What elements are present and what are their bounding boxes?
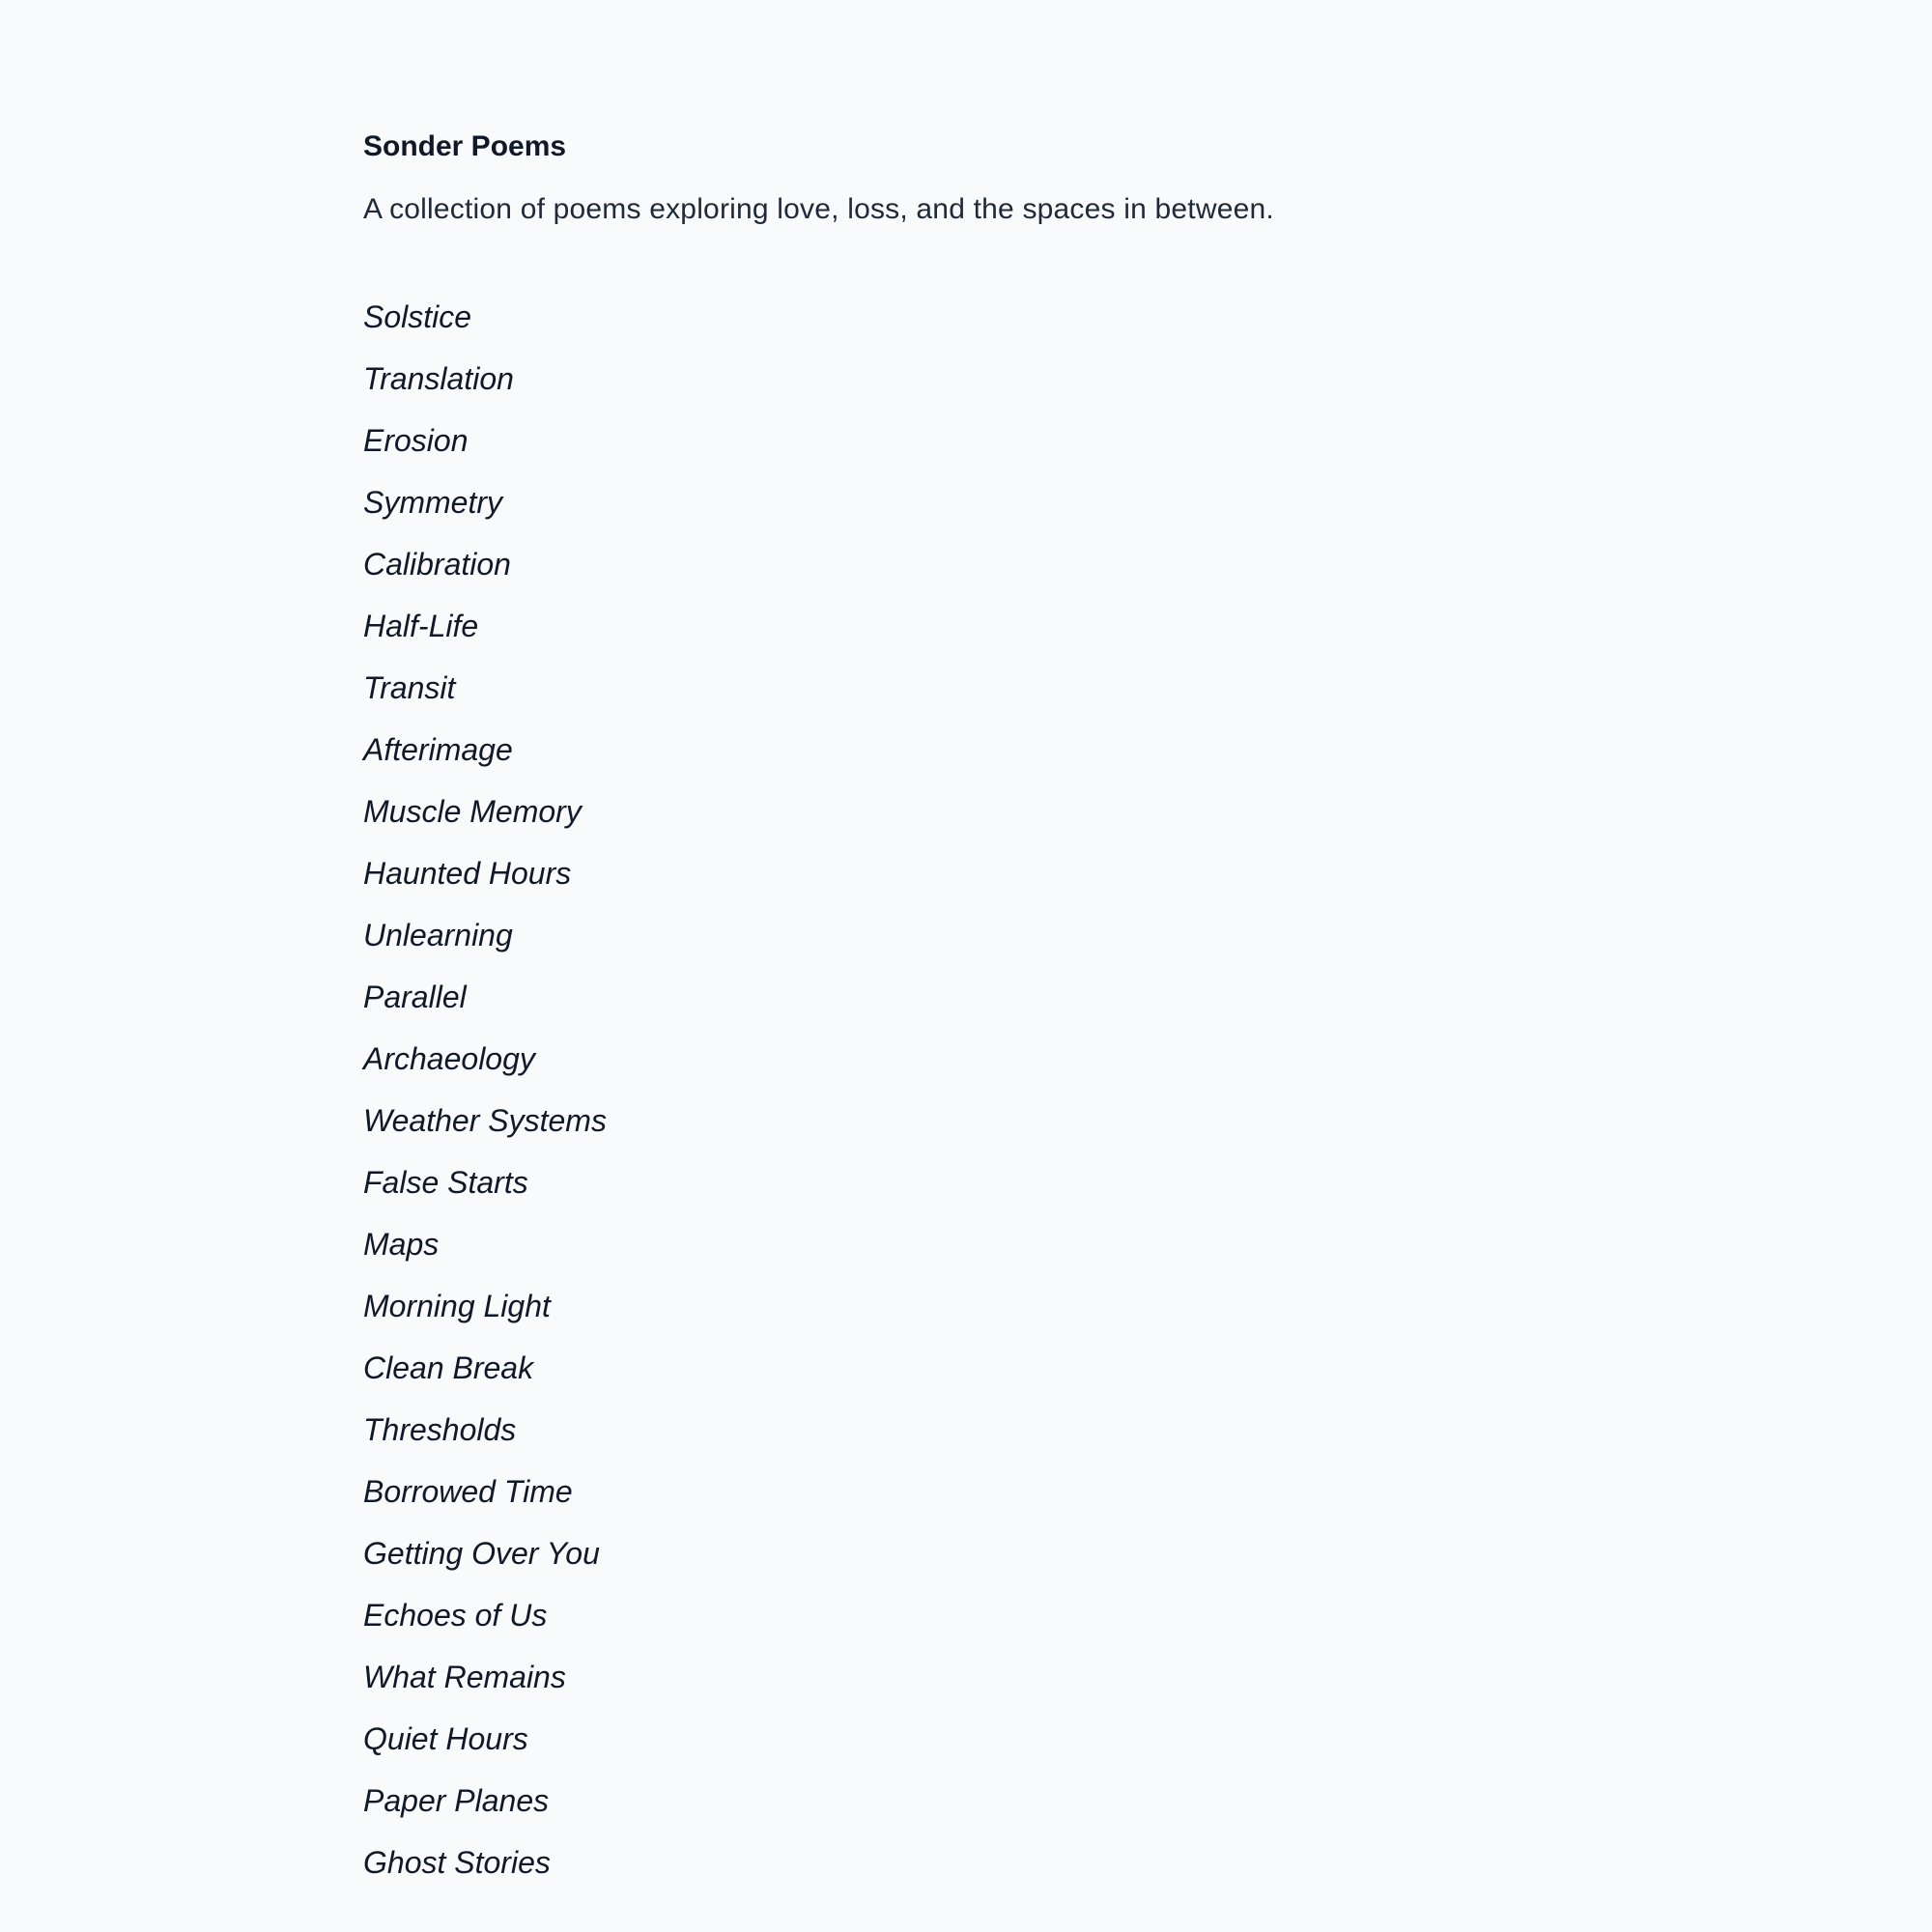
poem-link-label[interactable]: Thresholds	[363, 1412, 517, 1447]
poem-link-label[interactable]: Erosion	[363, 423, 469, 458]
page-title: Sonder Poems	[363, 130, 567, 162]
poem-link-ghost-stories[interactable]	[363, 1841, 607, 1903]
poem-link-label[interactable]: Muscle Memory	[363, 794, 582, 829]
poem-link-label[interactable]: Morning Light	[363, 1289, 551, 1323]
poem-link-label[interactable]: Parallel	[363, 980, 467, 1014]
poem-link-borrowed-time[interactable]	[363, 1470, 607, 1532]
poem-link-unlearning[interactable]	[363, 914, 607, 976]
poem-list	[363, 296, 607, 1903]
poem-link-label[interactable]: Weather Systems	[363, 1103, 607, 1138]
poem-link-label[interactable]: Symmetry	[363, 485, 502, 520]
poem-link-label[interactable]: Translation	[363, 361, 514, 396]
poem-link-label[interactable]: Unlearning	[363, 918, 513, 952]
poem-link-symmetry[interactable]	[363, 481, 607, 543]
poem-link-erosion[interactable]	[363, 419, 607, 481]
poem-link-label[interactable]: Echoes of Us	[363, 1598, 548, 1633]
page-subtitle: A collection of poems exploring love, loss, and the spaces in between.	[363, 193, 1274, 225]
poem-link-calibration[interactable]	[363, 543, 607, 605]
poem-link-echoes-of-us[interactable]	[363, 1594, 607, 1656]
poem-link-label[interactable]: Solstice	[363, 299, 472, 334]
poem-link-label[interactable]: Maps	[363, 1227, 440, 1262]
poem-link-label[interactable]: Ghost Stories	[363, 1845, 551, 1880]
poem-link-afterimage[interactable]	[363, 728, 607, 790]
poem-link-label[interactable]: Quiet Hours	[363, 1721, 528, 1756]
poem-link-label[interactable]: What Remains	[363, 1660, 566, 1694]
poem-link-label[interactable]: Archaeology	[363, 1041, 535, 1076]
poem-link-maps[interactable]	[363, 1223, 607, 1285]
poem-link-muscle-memory[interactable]	[363, 790, 607, 852]
poem-link-label[interactable]: Getting Over You	[363, 1536, 600, 1571]
poem-link-label[interactable]: Afterimage	[363, 732, 513, 767]
poem-link-clean-break[interactable]	[363, 1347, 607, 1408]
poem-link-half-life[interactable]	[363, 605, 607, 667]
poem-link-parallel[interactable]	[363, 976, 607, 1037]
poem-link-morning-light[interactable]	[363, 1285, 607, 1347]
poem-link-label[interactable]: Calibration	[363, 547, 511, 582]
poem-link-label[interactable]: Half-Life	[363, 609, 479, 643]
poem-link-false-starts[interactable]	[363, 1161, 607, 1223]
poem-link-quiet-hours[interactable]	[363, 1718, 607, 1779]
poem-link-haunted-hours[interactable]	[363, 852, 607, 914]
poem-link-weather-systems[interactable]	[363, 1099, 607, 1161]
poem-link-label[interactable]: Borrowed Time	[363, 1474, 573, 1509]
poem-link-thresholds[interactable]	[363, 1408, 607, 1470]
poem-link-label[interactable]: Clean Break	[363, 1350, 534, 1385]
poem-link-archaeology[interactable]	[363, 1037, 607, 1099]
poem-link-label[interactable]: Haunted Hours	[363, 856, 572, 891]
poem-link-label[interactable]: Paper Planes	[363, 1783, 550, 1818]
poem-link-paper-planes[interactable]	[363, 1779, 607, 1841]
poem-link-solstice[interactable]	[363, 296, 607, 357]
poem-link-label[interactable]: Transit	[363, 670, 456, 705]
poem-link-transit[interactable]	[363, 667, 607, 728]
poem-link-what-remains[interactable]	[363, 1656, 607, 1718]
poem-link-label[interactable]: False Starts	[363, 1165, 528, 1200]
poem-link-translation[interactable]	[363, 357, 607, 419]
poem-link-getting-over-you[interactable]	[363, 1532, 607, 1594]
